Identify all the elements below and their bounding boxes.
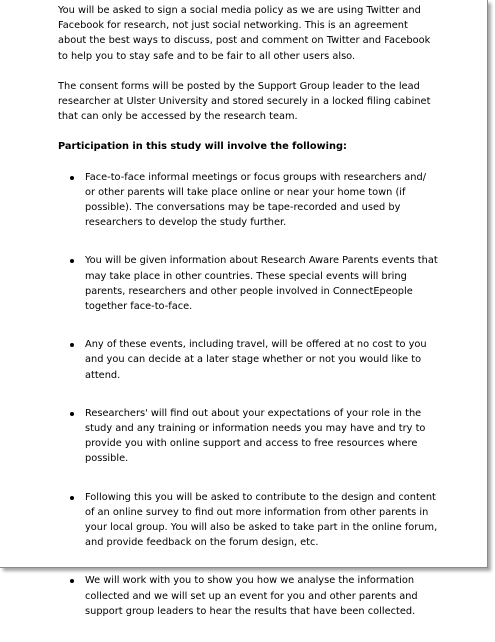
- list-item: [58, 170, 438, 231]
- bullet-icon: [70, 259, 74, 263]
- list-item-text: We will work with you to show you how we analyse the information collected and we will set up an event for you and other parents and support group leaders to hear the results that have been collected.: [85, 575, 418, 617]
- list-item-text: You will be given information about Research Aware Parents events that may take place in other countries. These special events will bring parents, researchers and other people involved in ConnectEpeople together face-to-face.: [85, 255, 438, 313]
- list-item: [58, 337, 438, 383]
- list-item: [58, 490, 438, 551]
- list-item: [58, 253, 438, 314]
- intro-paragraph: You will be asked to sign a social media policy as we are using Twitter and Facebook for research, not just social networking. This is an agreement about the best ways to discuss, post and comment on Twitter and Facebook to help you to stay safe and to be fair to all other users also.: [58, 5, 431, 62]
- participation-heading: Participation in this study will involve the following:: [58, 141, 347, 153]
- list-item-text: Researchers' will find out about your expectations of your role in the study and any training or information needs you may have and try to provide you with online support and access to free resources where possible.: [85, 407, 426, 465]
- document-body: [58, 3, 438, 642]
- list-item: [58, 573, 438, 619]
- list-item-text: Face-to-face informal meetings or focus groups with researchers and/ or other parents will take place online or near your home town (if possible). The conversations may be tape-recorded and used by researchers to develop the study further.: [85, 171, 426, 229]
- consent-paragraph: The consent forms will be posted by the Support Group leader to the lead researcher at Ulster University and stored securely in a locked filing cabinet that can only be accessed by the research team.: [58, 80, 431, 123]
- list-item: [58, 406, 438, 467]
- bullet-icon: [70, 496, 74, 500]
- bullet-icon: [70, 176, 74, 180]
- bullet-icon: [70, 343, 74, 347]
- list-item-text: Following this you will be asked to contribute to the design and content of an online survey to find out more information from other parents in your local group. You will also be asked to take part in the online forum, and provide feedback on the forum design, etc.: [85, 491, 438, 549]
- list-item-text: Any of these events, including travel, will be offered at no cost to you and you can decide at a later stage whether or not you would like to attend.: [85, 339, 427, 381]
- bullet-icon: [70, 579, 74, 583]
- bullet-icon: [70, 412, 74, 416]
- participation-list: [58, 170, 438, 619]
